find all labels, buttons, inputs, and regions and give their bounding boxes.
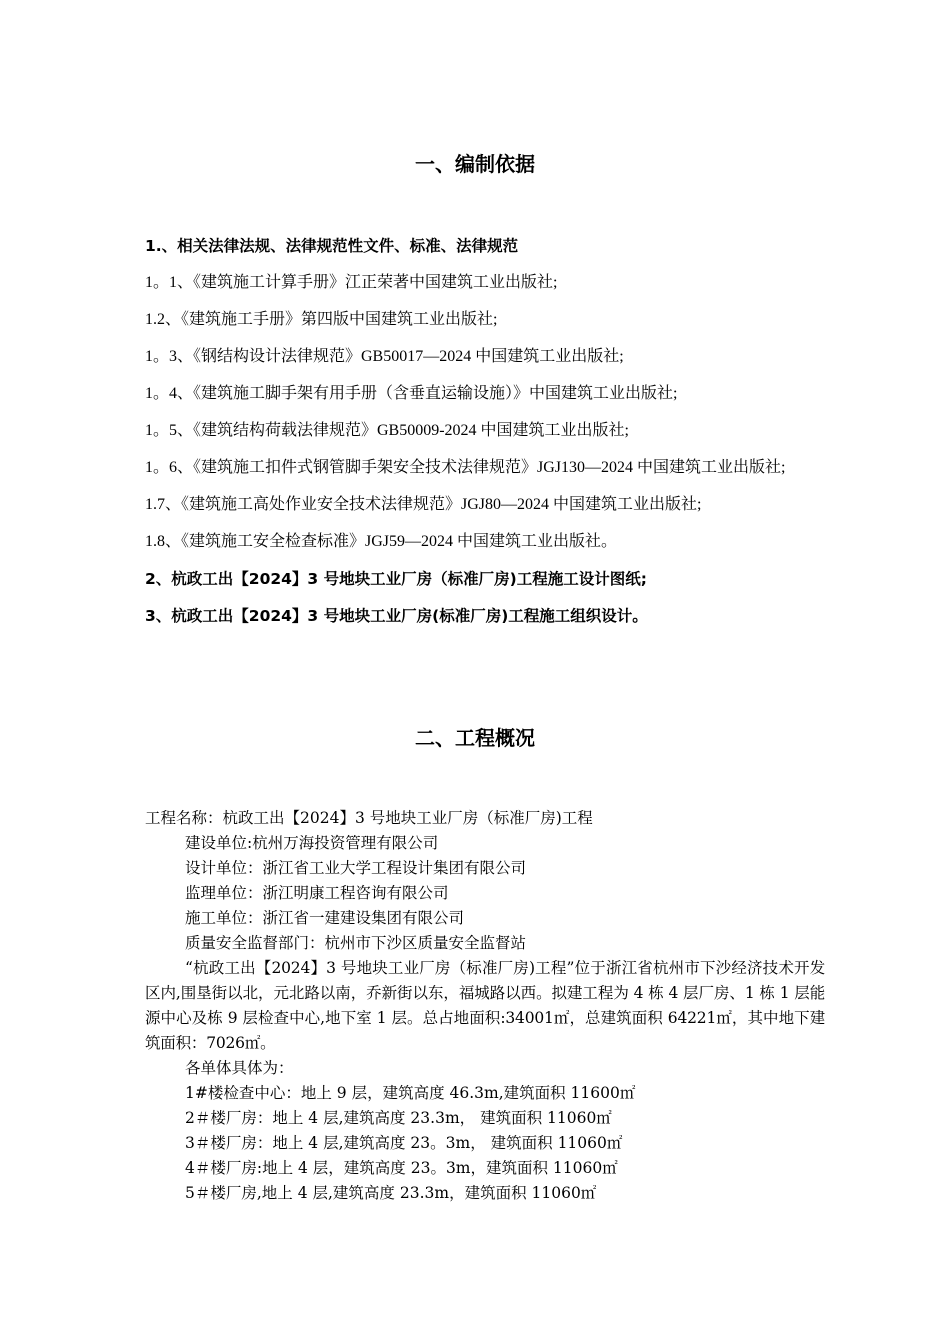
basis-item-3: 3、杭政工出【2024】3 号地块工业厂房(标准厂房)工程施工组织设计。 <box>145 607 648 625</box>
supervision-unit: 监理单位：浙江明康工程咨询有限公司 <box>185 884 449 902</box>
quality-supervision-dept: 质量安全监督部门：杭州市下沙区质量安全监督站 <box>185 934 527 952</box>
building-4: 4＃楼厂房:地上 4 层，建筑高度 23。3m，建筑面积 11060㎡ <box>185 1159 618 1177</box>
project-overview <box>145 806 825 1206</box>
building-3: 3＃楼厂房：地上 4 层,建筑高度 23。3m， 建筑面积 11060㎡ <box>185 1134 623 1152</box>
basis-item-1-4: 1。4、《建筑施工脚手架有用手册（含垂直运输设施）》中国建筑工业出版社; <box>145 385 678 402</box>
basis-list <box>145 236 815 643</box>
basis-item-1-1: 1。1、《建筑施工计算手册》江正荣著中国建筑工业出版社; <box>145 274 558 291</box>
basis-item-1-8: 1.8、《建筑施工安全检查标准》JGJ59—2024 中国建筑工业出版社。 <box>145 533 618 550</box>
building-2: 2＃楼厂房：地上 4 层,建筑高度 23.3m， 建筑面积 11060㎡ <box>185 1109 612 1127</box>
section-2-title: 二、工程概况 <box>415 726 535 750</box>
project-name: 工程名称：杭政工出【2024】3 号地块工业厂房（标准厂房)工程 <box>145 809 593 827</box>
basis-item-2: 2、杭政工出【2024】3 号地块工业厂房（标准厂房)工程施工设计图纸; <box>145 570 647 588</box>
basis-item-1-7: 1.7、《建筑施工高处作业安全技术法律规范》JGJ80—2024 中国建筑工业出版社; <box>145 496 702 513</box>
building-1: 1#楼检查中心：地上 9 层，建筑高度 46.3m,建筑面积 11600㎡ <box>185 1084 636 1102</box>
basis-item-1-3: 1。3、《钢结构设计法律规范》GB50017—2024 中国建筑工业出版社; <box>145 348 624 365</box>
building-5: 5＃楼厂房,地上 4 层,建筑高度 23.3m，建筑面积 11060㎡ <box>185 1184 597 1202</box>
basis-item-1-6: 1。6、《建筑施工扣件式钢管脚手架安全技术法律规范》JGJ130—2024 中国建筑工业出版社; <box>145 459 786 476</box>
project-description: “杭政工出【2024】3 号地块工业厂房（标准厂房)工程”位于浙江省杭州市下沙经济技术开发区内,围垦街以北，元北路以南，乔新街以东，福城路以西。拟建工程为 4 栋 4 层厂房、1 栋 1 层能源中心及栋 9 层检查中心,地下室 1 层。总占地面积:34001㎡，总建筑面积 64221㎡，其中地下建筑面积：7026㎡。 <box>145 959 825 1052</box>
design-unit: 设计单位：浙江省工业大学工程设计集团有限公司 <box>185 859 527 877</box>
contractor-unit: 施工单位：浙江省一建建设集团有限公司 <box>185 909 465 927</box>
basis-item-1-5: 1。5、《建筑结构荷载法律规范》GB50009-2024 中国建筑工业出版社; <box>145 422 630 439</box>
basis-item-1: 1.、相关法律法规、法律规范性文件、标准、法律规范 <box>145 237 519 255</box>
construction-unit: 建设单位:杭州万海投资管理有限公司 <box>185 834 439 852</box>
breakdown-intro: 各单体具体为： <box>185 1059 294 1077</box>
section-1-title: 一、编制依据 <box>415 152 535 176</box>
basis-item-1-2: 1.2、《建筑施工手册》第四版中国建筑工业出版社; <box>145 311 498 328</box>
